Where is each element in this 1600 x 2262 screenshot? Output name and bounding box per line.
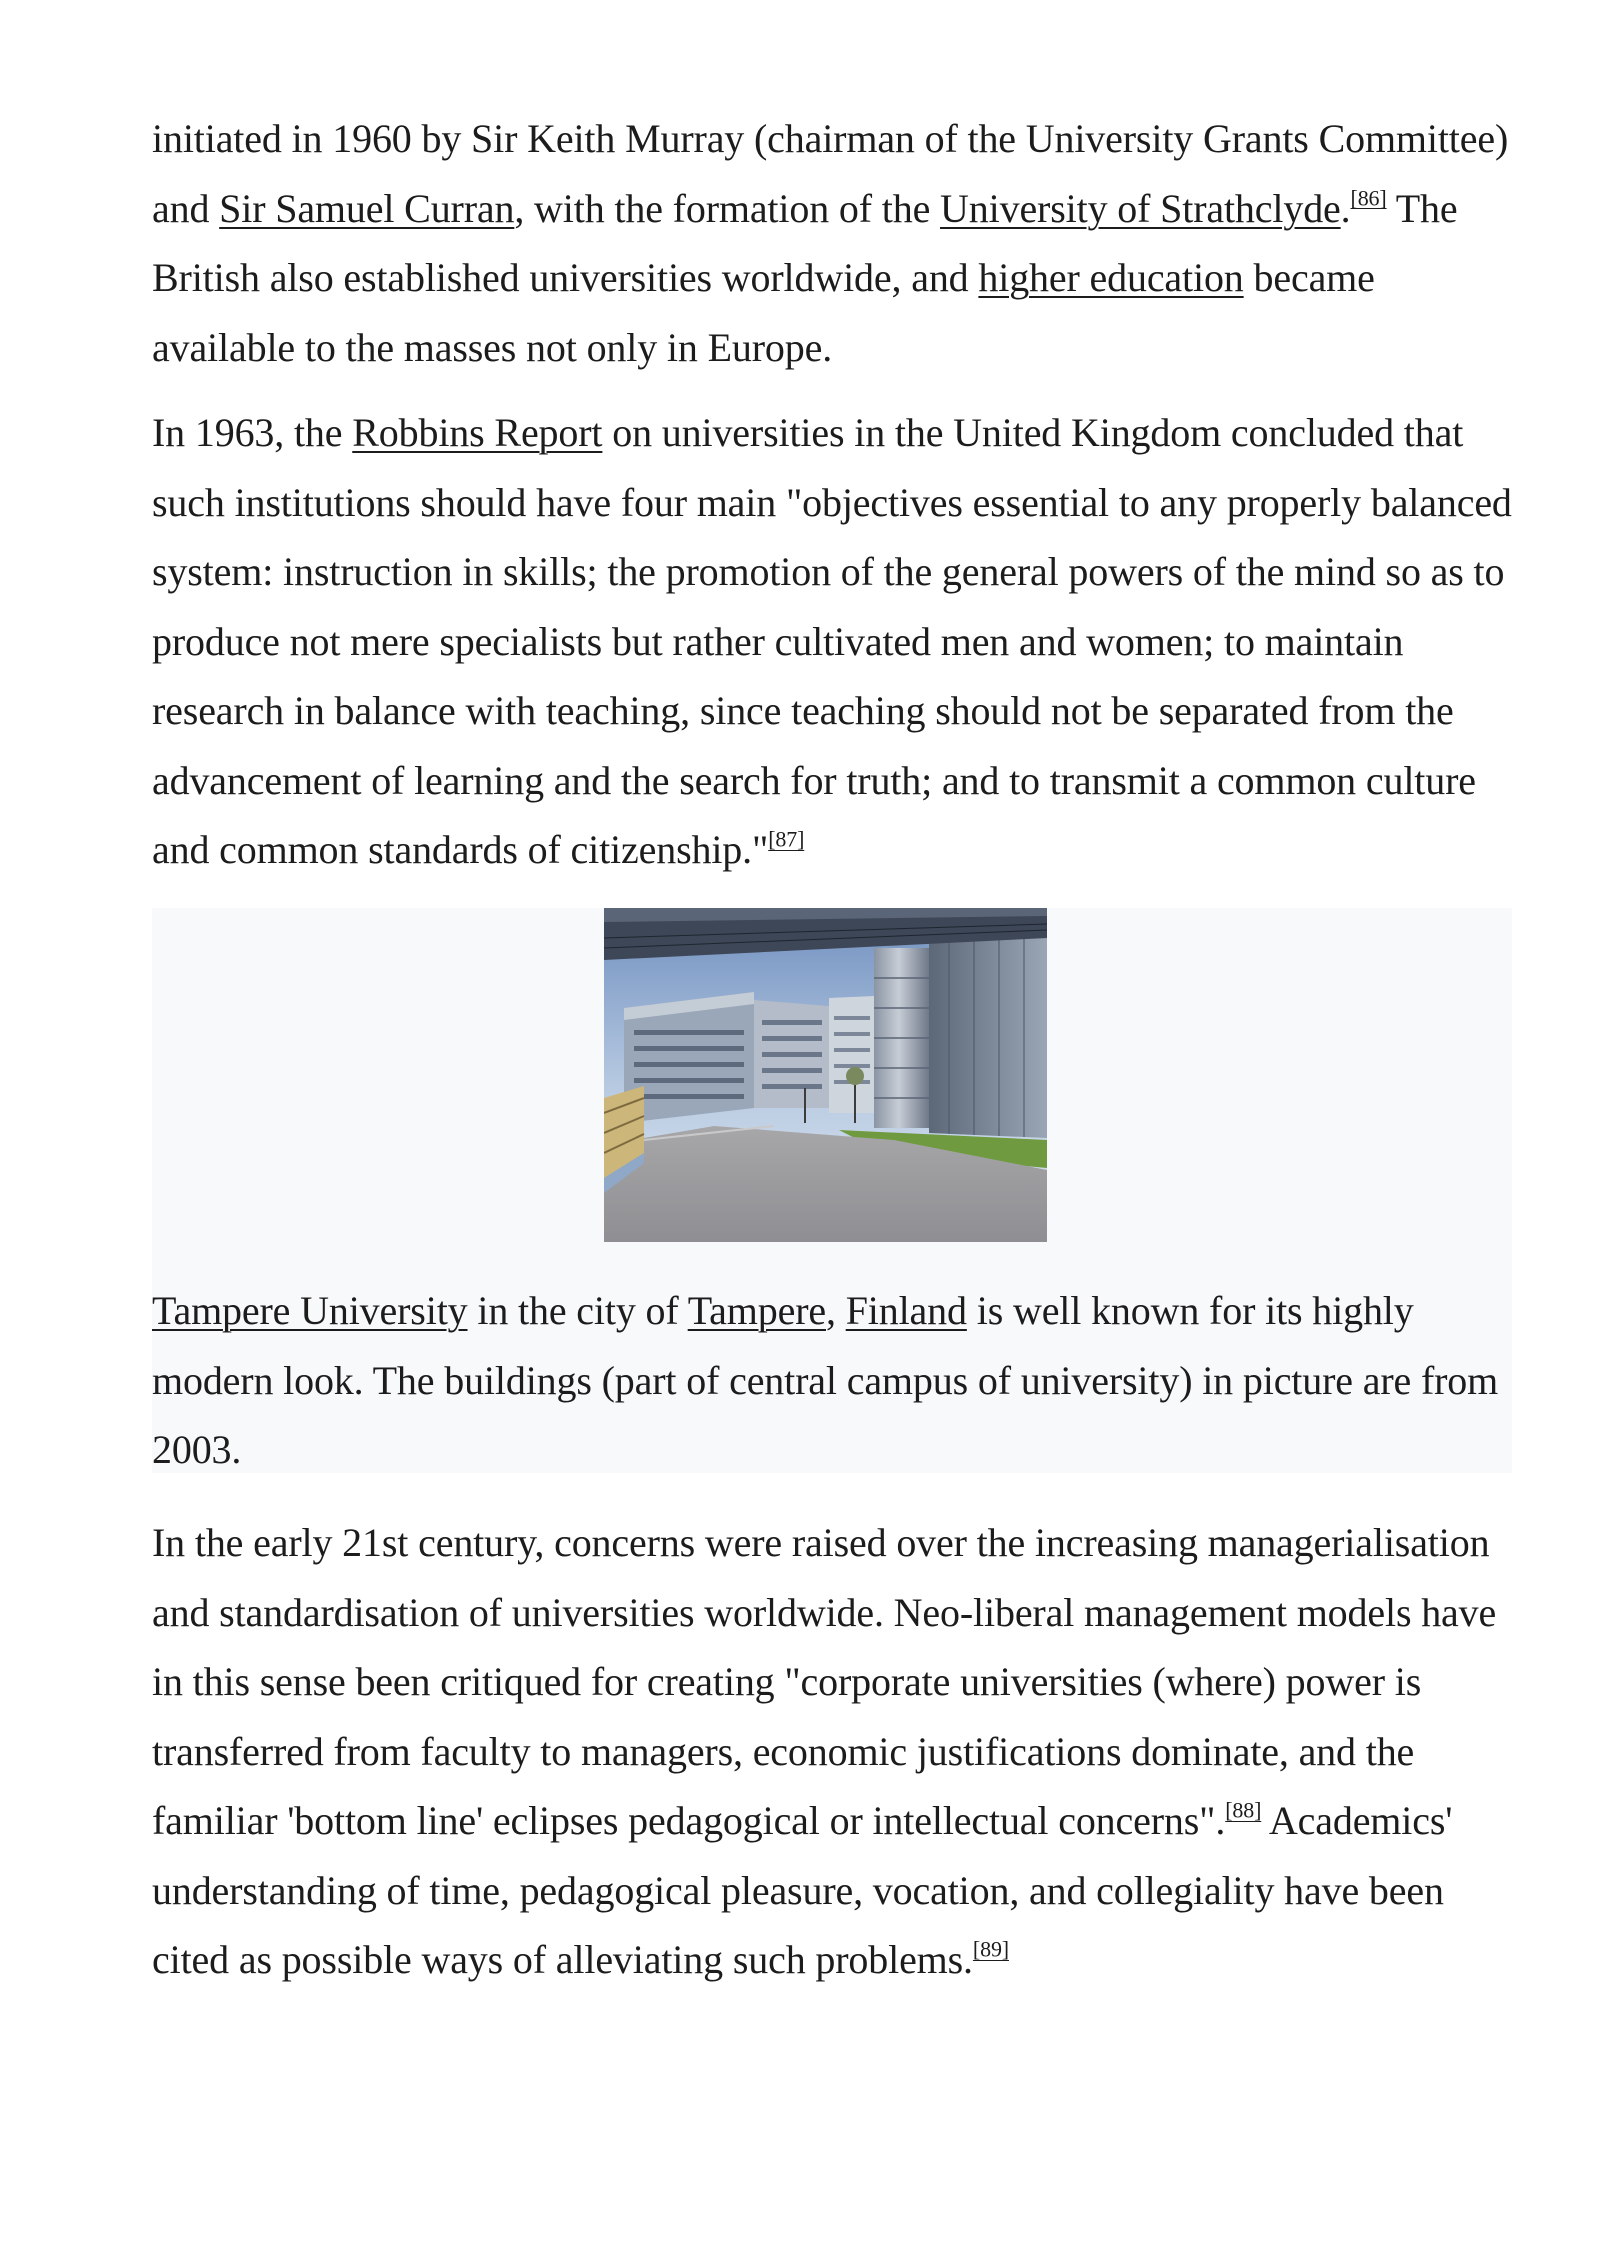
- citation-link-86[interactable]: [86]: [1350, 185, 1387, 210]
- paragraph-text: Academics' understanding of time, pedagogical pleasure, vocation, and collegiality have been cited as possible ways of alleviating such problems.: [152, 1798, 1453, 1982]
- figure-caption: [152, 1276, 1512, 1485]
- caption-text: in the city of: [467, 1288, 688, 1333]
- link-sir-samuel-curran[interactable]: Sir Samuel Curran: [219, 185, 515, 231]
- link-finland[interactable]: Finland: [845, 1288, 967, 1333]
- citation-link-88[interactable]: [88]: [1225, 1797, 1262, 1823]
- caption-text: is well known for its highly modern look. The buildings (part of central campus of university) in picture are from 2003.: [152, 1288, 1499, 1472]
- link-tampere[interactable]: Tampere: [687, 1288, 826, 1333]
- link-robbins-report[interactable]: Robbins Report: [352, 410, 603, 455]
- paragraph-text: In 1963, the: [152, 410, 353, 455]
- caption-text: ,: [825, 1288, 846, 1333]
- citation-link-89[interactable]: [89]: [972, 1936, 1009, 1962]
- paragraph-text: became available to the masses not only in Europe.: [152, 255, 1375, 370]
- paragraph-text: The British also established universities worldwide, and: [152, 185, 1458, 300]
- paragraph-text: In the early 21st century, concerns were raised over the increasing managerialisation and standardisation of universities worldwide. Neo-liberal management models have in this sense been critiqued for creating "corporate universities (where) power is transferred from faculty to managers, economic justifications dominate, and the familiar 'bottom line' eclipses pedagogical or intellectual concerns".: [152, 1520, 1497, 1843]
- citation-link-87[interactable]: [87]: [768, 826, 805, 852]
- paragraph-text: .: [1340, 185, 1351, 231]
- paragraph-text: on universities in the United Kingdom concluded that such institutions should have four main "objectives essential to any properly balanced system: instruction in skills; the promotion of the general powers of the mind so as to produce not mere specialists but rather cultivated men and women; to maintain research in balance with teaching, since teaching should not be separated from the advancement of learning and the search for truth; and to transmit a common culture and common standards of citizenship.": [152, 410, 1512, 872]
- citation-88: [1225, 1798, 1261, 1823]
- citation-87: [768, 827, 804, 852]
- link-tampere-university[interactable]: Tampere University: [152, 1288, 468, 1333]
- citation-86: [1351, 185, 1387, 210]
- link-university-of-strathclyde[interactable]: University of Strathclyde: [940, 185, 1341, 231]
- citation-89: [973, 1937, 1009, 1962]
- tampere-university-photo[interactable]: [604, 908, 1047, 1242]
- paragraph-university-expansion: [152, 104, 1512, 382]
- paragraph-robbins-report: [152, 398, 1512, 885]
- paragraph-text: , with the formation of the: [514, 185, 941, 231]
- paragraph-21st-century: [152, 1508, 1512, 1995]
- paragraph-text: initiated in 1960 by Sir Keith Murray (chairman of the University Grants Committee) and: [152, 116, 1509, 231]
- link-higher-education[interactable]: higher education: [978, 255, 1244, 300]
